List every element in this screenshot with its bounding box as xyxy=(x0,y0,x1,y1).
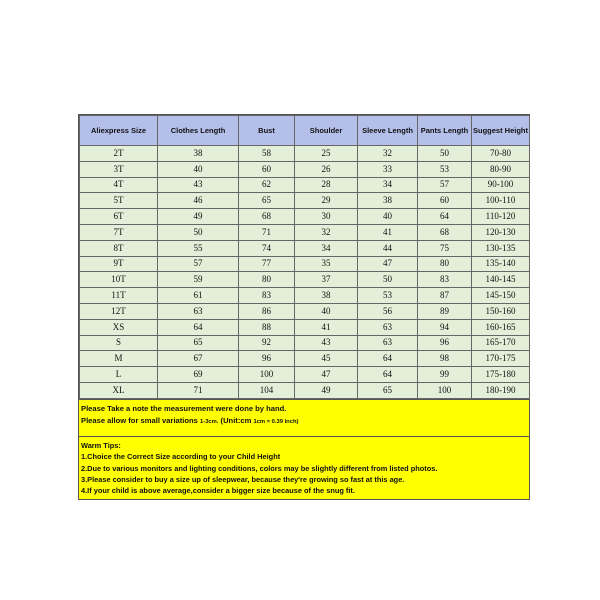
cell-sleeve-length: 32 xyxy=(358,146,418,162)
cell-shoulder: 34 xyxy=(295,240,358,256)
cell-sleeve-length: 44 xyxy=(358,240,418,256)
cell-suggest-height: 90-100 xyxy=(472,177,530,193)
cell-clothes-length: 61 xyxy=(158,288,239,304)
table-row xyxy=(80,161,530,177)
cell-pants-length: 50 xyxy=(418,146,472,162)
cell-shoulder: 30 xyxy=(295,209,358,225)
warm-tips xyxy=(79,436,529,499)
cell-clothes-length: 71 xyxy=(158,382,239,398)
cell-sleeve-length: 38 xyxy=(358,193,418,209)
table-row xyxy=(80,319,530,335)
size-table xyxy=(79,115,530,399)
cell-bust: 86 xyxy=(239,303,295,319)
table-row xyxy=(80,193,530,209)
cell-clothes-length: 65 xyxy=(158,335,239,351)
variation-range: 1-3cm. xyxy=(200,419,219,426)
cell-shoulder: 26 xyxy=(295,161,358,177)
cell-clothes-length: 67 xyxy=(158,351,239,367)
conversion-text: 1cm = 0.39 inch) xyxy=(253,419,299,426)
cell-size: 8T xyxy=(80,240,158,256)
cell-clothes-length: 43 xyxy=(158,177,239,193)
warm-tip-2: 2.Due to various monitors and lighting conditions, colors may be slightly different from listed photos. xyxy=(81,463,438,473)
table-row xyxy=(80,367,530,383)
header-sleeve-length: Sleeve Length xyxy=(358,116,418,146)
cell-shoulder: 41 xyxy=(295,319,358,335)
header-shoulder: Shoulder xyxy=(295,116,358,146)
cell-suggest-height: 100-110 xyxy=(472,193,530,209)
cell-pants-length: 96 xyxy=(418,335,472,351)
cell-shoulder: 37 xyxy=(295,272,358,288)
cell-suggest-height: 80-90 xyxy=(472,161,530,177)
cell-pants-length: 89 xyxy=(418,303,472,319)
table-row xyxy=(80,382,530,398)
cell-size: XS xyxy=(80,319,158,335)
cell-shoulder: 47 xyxy=(295,367,358,383)
warm-tip-4: 4.If your child is above average,consider a bigger size because of the snug fit. xyxy=(81,486,355,496)
cell-suggest-height: 140-145 xyxy=(472,272,530,288)
cell-sleeve-length: 65 xyxy=(358,382,418,398)
measurement-note-line-2 xyxy=(81,415,529,429)
cell-bust: 65 xyxy=(239,193,295,209)
cell-bust: 58 xyxy=(239,146,295,162)
cell-sleeve-length: 64 xyxy=(358,351,418,367)
cell-pants-length: 98 xyxy=(418,351,472,367)
table-body xyxy=(80,146,530,399)
cell-pants-length: 75 xyxy=(418,240,472,256)
cell-clothes-length: 64 xyxy=(158,319,239,335)
cell-bust: 68 xyxy=(239,209,295,225)
unit-text: (Unit:cm xyxy=(220,416,252,426)
header-bust: Bust xyxy=(239,116,295,146)
cell-sleeve-length: 63 xyxy=(358,319,418,335)
cell-suggest-height: 160-165 xyxy=(472,319,530,335)
cell-pants-length: 57 xyxy=(418,177,472,193)
cell-sleeve-length: 56 xyxy=(358,303,418,319)
cell-bust: 83 xyxy=(239,288,295,304)
cell-pants-length: 80 xyxy=(418,256,472,272)
cell-pants-length: 87 xyxy=(418,288,472,304)
cell-suggest-height: 145-150 xyxy=(472,288,530,304)
cell-sleeve-length: 53 xyxy=(358,288,418,304)
cell-bust: 96 xyxy=(239,351,295,367)
cell-pants-length: 99 xyxy=(418,367,472,383)
cell-shoulder: 45 xyxy=(295,351,358,367)
cell-size: XL xyxy=(80,382,158,398)
cell-bust: 71 xyxy=(239,224,295,240)
cell-clothes-length: 63 xyxy=(158,303,239,319)
cell-suggest-height: 180-190 xyxy=(472,382,530,398)
cell-clothes-length: 57 xyxy=(158,256,239,272)
cell-clothes-length: 40 xyxy=(158,161,239,177)
cell-bust: 80 xyxy=(239,272,295,288)
cell-size: L xyxy=(80,367,158,383)
cell-sleeve-length: 64 xyxy=(358,367,418,383)
cell-size: 11T xyxy=(80,288,158,304)
cell-size: 9T xyxy=(80,256,158,272)
cell-suggest-height: 150-160 xyxy=(472,303,530,319)
cell-suggest-height: 70-80 xyxy=(472,146,530,162)
cell-shoulder: 40 xyxy=(295,303,358,319)
cell-pants-length: 53 xyxy=(418,161,472,177)
cell-clothes-length: 38 xyxy=(158,146,239,162)
cell-sleeve-length: 34 xyxy=(358,177,418,193)
header-clothes-length: Clothes Length xyxy=(158,116,239,146)
cell-bust: 60 xyxy=(239,161,295,177)
cell-shoulder: 49 xyxy=(295,382,358,398)
table-row xyxy=(80,335,530,351)
header-suggest-height: Suggest Height xyxy=(472,116,530,146)
cell-pants-length: 60 xyxy=(418,193,472,209)
cell-suggest-height: 170-175 xyxy=(472,351,530,367)
cell-pants-length: 94 xyxy=(418,319,472,335)
cell-bust: 88 xyxy=(239,319,295,335)
measurement-note xyxy=(79,399,529,436)
table-row xyxy=(80,146,530,162)
warm-tips-title: Warm Tips: xyxy=(81,440,121,450)
cell-sleeve-length: 63 xyxy=(358,335,418,351)
cell-sleeve-length: 40 xyxy=(358,209,418,225)
cell-shoulder: 43 xyxy=(295,335,358,351)
measurement-note-line-1: Please Take a note the measurement were done by hand. xyxy=(81,403,287,413)
cell-shoulder: 38 xyxy=(295,288,358,304)
cell-sleeve-length: 50 xyxy=(358,272,418,288)
cell-size: 4T xyxy=(80,177,158,193)
table-row xyxy=(80,177,530,193)
cell-pants-length: 68 xyxy=(418,224,472,240)
cell-size: 3T xyxy=(80,161,158,177)
table-row xyxy=(80,272,530,288)
cell-suggest-height: 120-130 xyxy=(472,224,530,240)
table-row xyxy=(80,256,530,272)
cell-bust: 74 xyxy=(239,240,295,256)
cell-bust: 77 xyxy=(239,256,295,272)
header-aliexpress-size: Aliexpress Size xyxy=(80,116,158,146)
cell-bust: 92 xyxy=(239,335,295,351)
cell-shoulder: 28 xyxy=(295,177,358,193)
cell-clothes-length: 49 xyxy=(158,209,239,225)
cell-size: M xyxy=(80,351,158,367)
cell-pants-length: 64 xyxy=(418,209,472,225)
variation-text: Please allow for small variations xyxy=(81,416,198,426)
cell-sleeve-length: 33 xyxy=(358,161,418,177)
cell-clothes-length: 59 xyxy=(158,272,239,288)
table-row xyxy=(80,209,530,225)
table-header-row xyxy=(80,116,530,146)
cell-bust: 100 xyxy=(239,367,295,383)
cell-clothes-length: 55 xyxy=(158,240,239,256)
table-row xyxy=(80,288,530,304)
size-chart xyxy=(78,114,530,500)
cell-clothes-length: 46 xyxy=(158,193,239,209)
cell-clothes-length: 69 xyxy=(158,367,239,383)
cell-size: 5T xyxy=(80,193,158,209)
cell-clothes-length: 50 xyxy=(158,224,239,240)
cell-suggest-height: 110-120 xyxy=(472,209,530,225)
cell-suggest-height: 175-180 xyxy=(472,367,530,383)
table-row xyxy=(80,240,530,256)
cell-size: 6T xyxy=(80,209,158,225)
cell-pants-length: 100 xyxy=(418,382,472,398)
cell-suggest-height: 130-135 xyxy=(472,240,530,256)
table-row xyxy=(80,303,530,319)
cell-pants-length: 83 xyxy=(418,272,472,288)
warm-tip-1: 1.Choice the Correct Size according to your Child Height xyxy=(81,452,281,462)
cell-size: S xyxy=(80,335,158,351)
cell-sleeve-length: 41 xyxy=(358,224,418,240)
cell-shoulder: 29 xyxy=(295,193,358,209)
table-row xyxy=(80,224,530,240)
cell-suggest-height: 135-140 xyxy=(472,256,530,272)
cell-shoulder: 32 xyxy=(295,224,358,240)
warm-tip-3: 3.Please consider to buy a size up of sleepwear, because they're growing so fast at this age. xyxy=(81,474,405,484)
cell-size: 12T xyxy=(80,303,158,319)
cell-bust: 104 xyxy=(239,382,295,398)
cell-sleeve-length: 47 xyxy=(358,256,418,272)
cell-size: 2T xyxy=(80,146,158,162)
header-pants-length: Pants Length xyxy=(418,116,472,146)
cell-size: 10T xyxy=(80,272,158,288)
cell-shoulder: 25 xyxy=(295,146,358,162)
cell-suggest-height: 165-170 xyxy=(472,335,530,351)
cell-bust: 62 xyxy=(239,177,295,193)
cell-size: 7T xyxy=(80,224,158,240)
table-row xyxy=(80,351,530,367)
cell-shoulder: 35 xyxy=(295,256,358,272)
